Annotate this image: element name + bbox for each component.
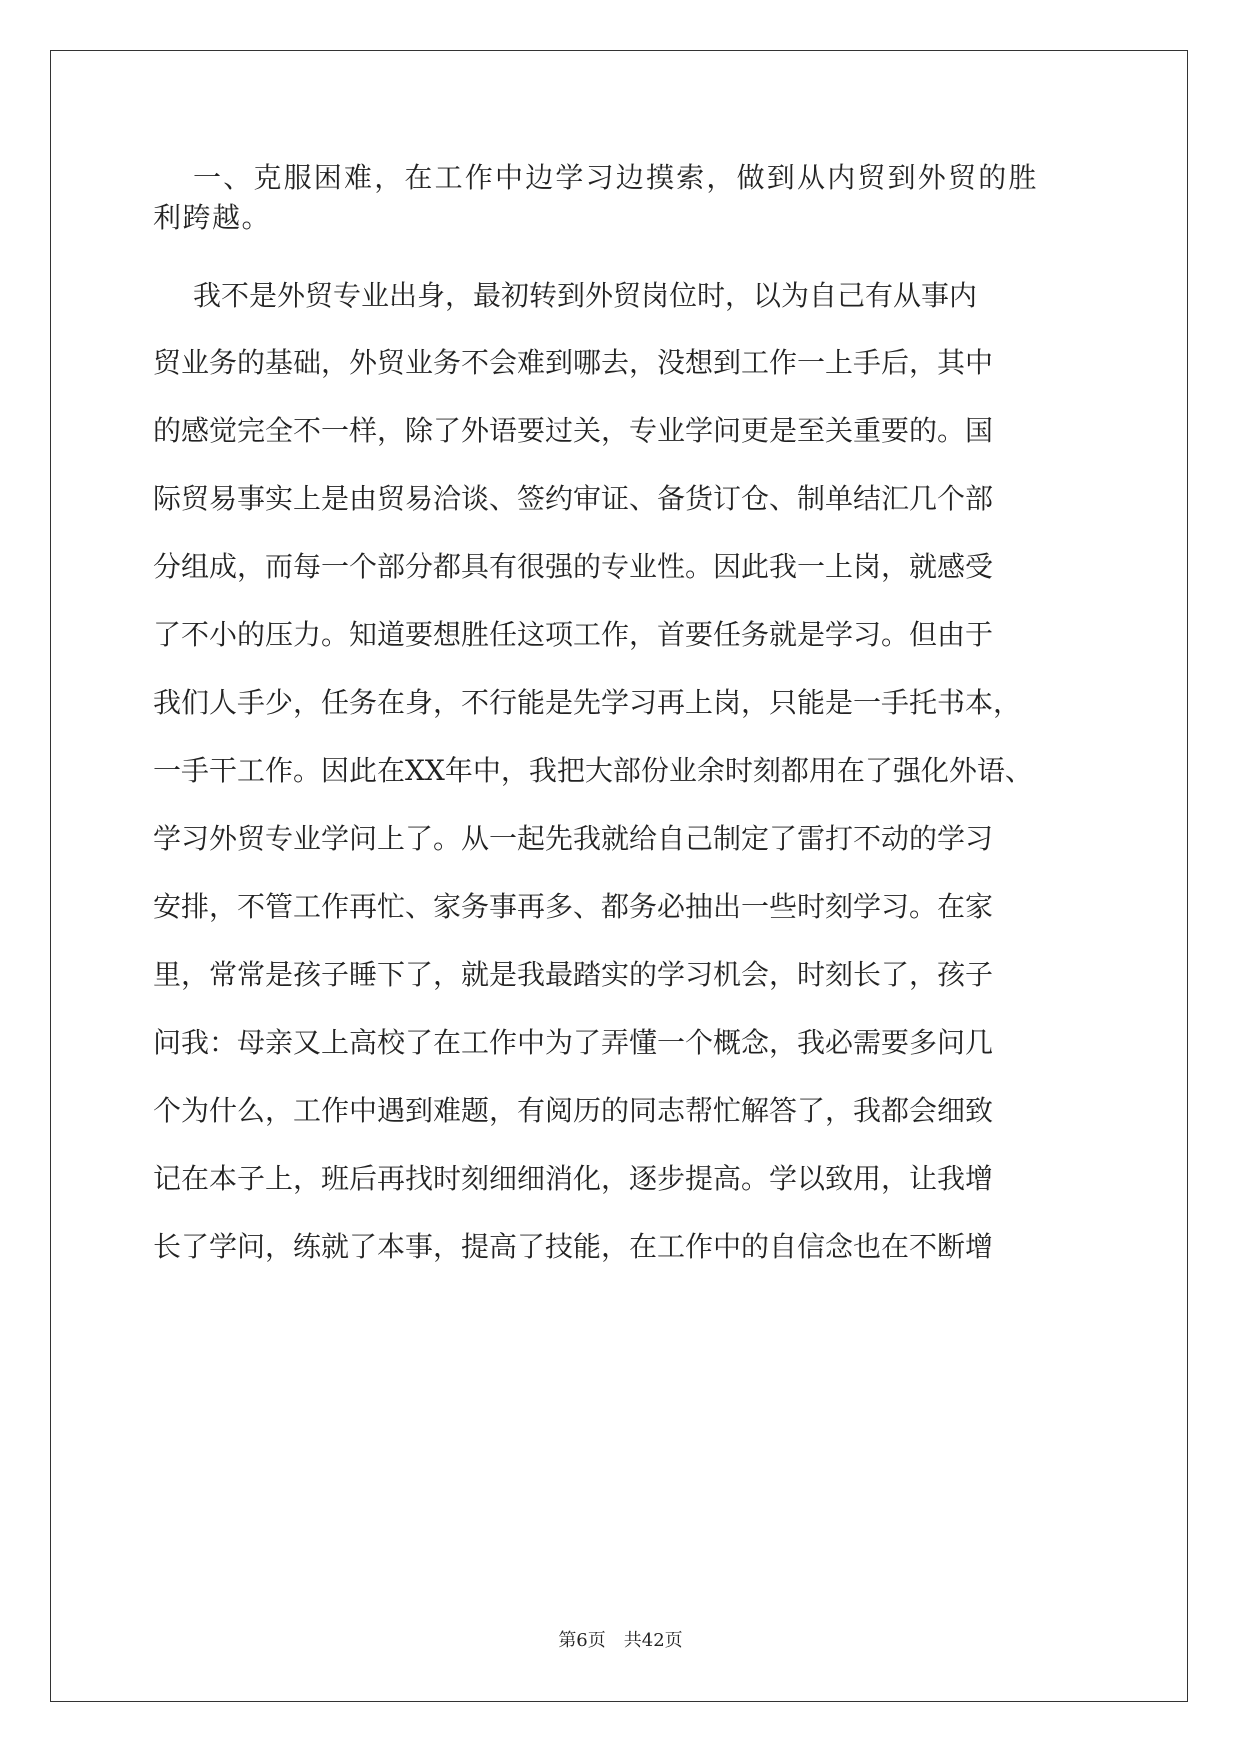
paragraph-line: 的感觉完全不一样，除了外语要过关，专业学问更是至关重要的。国 <box>153 414 994 447</box>
paragraph-line: 我不是外贸专业出身，最初转到外贸岗位时，以为自己有从事内 <box>193 279 978 312</box>
paragraph-line: 际贸易事实上是由贸易洽谈、签约审证、备货订仓、制单结汇几个部 <box>153 482 994 515</box>
paragraph-line: 里，常常是孩子睡下了，就是我最踏实的学习机会，时刻长了，孩子 <box>153 958 994 991</box>
paragraph-line: 安排，不管工作再忙、家务事再多、都务必抽出一些时刻学习。在家 <box>153 890 994 923</box>
paragraph-line: 个为什么，工作中遇到难题，有阅历的同志帮忙解答了，我都会细致 <box>153 1094 994 1127</box>
paragraph-line: 一手干工作。因此在XX年中，我把大部份业余时刻都用在了强化外语、 <box>153 754 1033 787</box>
paragraph-line: 长了学问，练就了本事，提高了技能，在工作中的自信念也在不断增 <box>153 1230 994 1263</box>
paragraph-line: 一、克服困难，在工作中边学习边摸索，做到从内贸到外贸的胜 <box>193 161 1039 194</box>
page-number: 第6页 <box>558 1630 606 1651</box>
paragraph-line: 了不小的压力。知道要想胜任这项工作，首要任务就是学习。但由于 <box>153 618 994 651</box>
page-total: 共42页 <box>623 1630 683 1651</box>
paragraph-line: 问我：母亲又上高校了在工作中为了弄懂一个概念，我必需要多问几 <box>153 1026 994 1059</box>
page-footer <box>0 1630 1241 1652</box>
paragraph-line: 记在本子上，班后再找时刻细细消化，逐步提高。学以致用，让我增 <box>153 1162 994 1195</box>
paragraph-line: 我们人手少，任务在身，不行能是先学习再上岗，只能是一手托书本， <box>153 686 1022 719</box>
paragraph-line: 利跨越。 <box>153 201 272 234</box>
paragraph-line: 分组成，而每一个部分都具有很强的专业性。因此我一上岗，就感受 <box>153 550 994 583</box>
paragraph-line: 学习外贸专业学问上了。从一起先我就给自己制定了雷打不动的学习 <box>153 822 994 855</box>
paragraph-line: 贸业务的基础，外贸业务不会难到哪去，没想到工作一上手后，其中 <box>153 346 994 379</box>
